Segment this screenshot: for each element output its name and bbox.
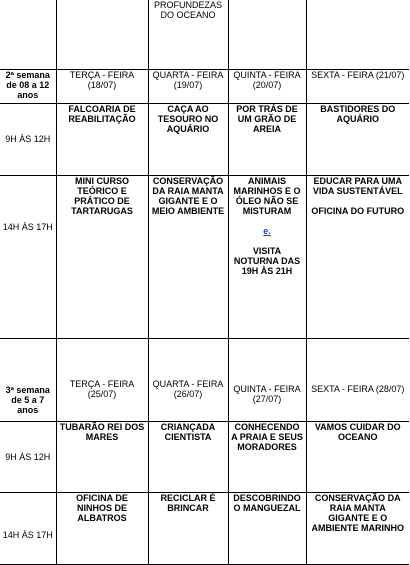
week2-day-tue: TERÇA - FEIRA (18/07) [56,69,148,103]
week3-header-row [0,338,409,421]
week2-afternoon-thu-extra: VISITA NOTURNA DAS 19H ÀS 21H [233,245,301,276]
top-cell-1 [0,0,56,69]
top-cell-3-text: PROFUNDEZAS DO OCEANO [153,0,222,20]
connector-link[interactable]: e. [263,225,271,236]
top-cell-4 [228,0,306,69]
week2-afternoon-wed: CONSERVAÇÃO DA RAIA MANTA GIGANTE E O MEIO AMBIENTE [148,175,228,338]
week2-morning-tue: FALCOARIA DE REABILITAÇÃO [56,103,148,175]
week3-afternoon-tue: OFICINA DE NINHOS DE ALBATROS [56,492,148,564]
week3-morning-wed: CRIANÇADA CIENTISTA [148,421,228,492]
week3-day-fri: SEXTA - FEIRA (28/07) [306,338,409,421]
week3-morning-row [0,421,409,492]
week2-afternoon-thu-main: ANIMAIS MARINHOS E O ÓLEO NÃO SE MISTURAM [233,175,301,216]
week3-afternoon-wed: RECICLAR É BRINCAR [148,492,228,564]
week3-morning-fri: VAMOS CUIDAR DO OCEANO [306,421,409,492]
week3-label: 3ª semana de 5 a 7 anos [0,338,56,421]
week3-morning-time: 9H ÀS 12H [0,421,56,492]
top-cell-3 [148,0,228,69]
top-cell-2 [56,0,148,69]
week3-afternoon-fri: CONSERVAÇÃO DA RAIA MANTA GIGANTE E O AMBIENTE MARINHO [306,492,409,564]
week2-day-thu: QUINTA - FEIRA (20/07) [228,69,306,103]
week2-morning-fri: BASTIDORES DO AQUÁRIO [306,103,409,175]
week3-day-tue: TERÇA - FEIRA (25/07) [56,338,148,421]
week2-morning-row [0,103,409,175]
week2-day-wed: QUARTA - FEIRA (19/07) [148,69,228,103]
week2-afternoon-tue: MINI CURSO TEÓRICO E PRÁTICO DE TARTARUGAS [56,175,148,338]
week2-afternoon-row [0,175,409,338]
week2-morning-time: 9H ÀS 12H [0,103,56,175]
week3-afternoon-row [0,492,409,564]
week2-header-row [0,69,409,103]
week2-afternoon-fri-extra: OFICINA DO FUTURO [311,205,405,216]
week3-morning-thu: CONHECENDO A PRAIA E SEUS MORADORES [228,421,306,492]
week2-afternoon-thu [228,175,306,338]
top-cell-5 [306,0,409,69]
week2-morning-wed: CAÇA AO TESOURO NO AQUÁRIO [148,103,228,175]
week2-afternoon-time: 14H ÀS 17H [0,175,56,338]
week2-label: 2ª semana de 08 a 12 anos [0,69,56,103]
week2-afternoon-fri-main: EDUCAR PARA UMA VIDA SUSTENTÁVEL [312,175,403,196]
top-row [0,0,409,69]
week2-morning-thu: POR TRÁS DE UM GRÃO DE AREIA [228,103,306,175]
week3-day-wed: QUARTA - FEIRA (26/07) [148,338,228,421]
week3-afternoon-time: 14H ÀS 17H [0,492,56,564]
week3-day-thu: QUINTA - FEIRA (27/07) [228,338,306,421]
week3-afternoon-thu: DESCOBRINDO O MANGUEZAL [228,492,306,564]
week3-morning-tue: TUBARÃO REI DOS MARES [56,421,148,492]
week2-afternoon-fri [306,175,409,338]
week2-day-fri: SEXTA - FEIRA (21/07) [306,69,409,103]
